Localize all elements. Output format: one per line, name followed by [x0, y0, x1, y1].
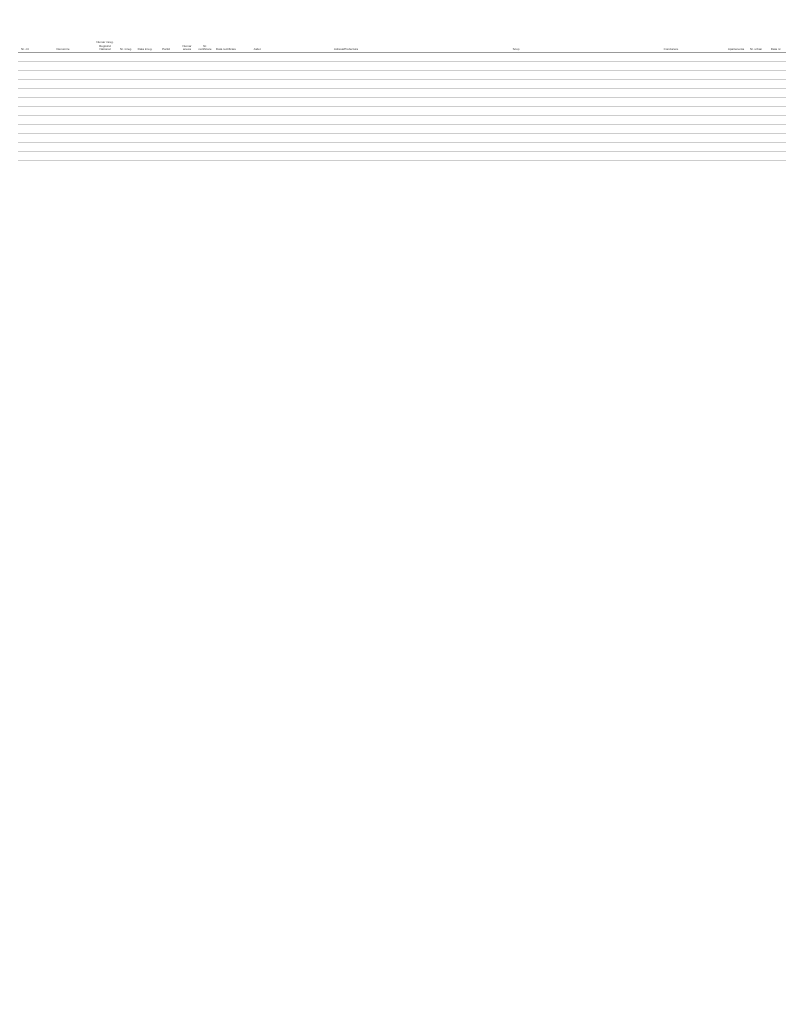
table-cell [416, 71, 616, 80]
table-cell [154, 107, 178, 116]
table-body [18, 53, 786, 161]
table-cell [238, 62, 276, 71]
table-cell [616, 125, 726, 134]
table-cell [196, 89, 214, 98]
table-cell [116, 143, 136, 152]
table-cell [18, 107, 32, 116]
column-header: Partid [154, 38, 178, 53]
table-cell [116, 107, 136, 116]
table-cell [276, 143, 416, 152]
table-cell [214, 98, 238, 107]
table-cell [136, 152, 154, 161]
table-cell [416, 98, 616, 107]
table-cell [214, 80, 238, 89]
table-cell [94, 71, 116, 80]
table-cell [726, 62, 746, 71]
column-header: Data rectificare [214, 38, 238, 53]
table-row [18, 134, 786, 143]
register-table [18, 38, 786, 161]
table-cell [116, 71, 136, 80]
table-row [18, 107, 786, 116]
column-header: Nr. urban [746, 38, 766, 53]
table-cell [746, 134, 766, 143]
table-cell [746, 116, 766, 125]
table-cell [178, 143, 196, 152]
table-cell [616, 152, 726, 161]
table-cell [616, 116, 726, 125]
table-cell [178, 53, 196, 62]
column-header: Denumire [32, 38, 94, 53]
table-cell [746, 71, 766, 80]
table-cell [416, 107, 616, 116]
table-cell [766, 134, 786, 143]
table-cell [238, 143, 276, 152]
table-cell [116, 134, 136, 143]
table-row [18, 98, 786, 107]
column-header: Scop [416, 38, 616, 53]
table-cell [94, 125, 116, 134]
table-cell [276, 71, 416, 80]
table-cell [238, 152, 276, 161]
table-cell [416, 53, 616, 62]
table-cell [32, 125, 94, 134]
table-cell [616, 62, 726, 71]
table-cell [32, 152, 94, 161]
table-cell [766, 80, 786, 89]
table-cell [178, 116, 196, 125]
table-cell [616, 71, 726, 80]
table-cell [178, 134, 196, 143]
table-cell [746, 53, 766, 62]
table-cell [154, 125, 178, 134]
table-cell [238, 134, 276, 143]
table-cell [276, 134, 416, 143]
table-cell [136, 107, 154, 116]
table-cell [178, 89, 196, 98]
table-cell [766, 116, 786, 125]
table-cell [154, 116, 178, 125]
table-cell [136, 71, 154, 80]
table-cell [616, 98, 726, 107]
table-cell [18, 125, 32, 134]
table-cell [726, 152, 746, 161]
table-row [18, 80, 786, 89]
table-cell [18, 89, 32, 98]
table-cell [726, 98, 746, 107]
column-header: Numar anexa [178, 38, 196, 53]
table-cell [726, 107, 746, 116]
table-cell [32, 116, 94, 125]
table-cell [136, 143, 154, 152]
table-cell [154, 80, 178, 89]
table-cell [18, 53, 32, 62]
table-cell [416, 152, 616, 161]
table-cell [616, 53, 726, 62]
table-row [18, 71, 786, 80]
table-cell [416, 116, 616, 125]
table-cell [416, 62, 616, 71]
table-cell [154, 71, 178, 80]
table-cell [416, 89, 616, 98]
table-cell [18, 71, 32, 80]
table-row [18, 125, 786, 134]
table-cell [616, 134, 726, 143]
table-cell [196, 152, 214, 161]
table-cell [766, 89, 786, 98]
table-row [18, 62, 786, 71]
table-cell [276, 62, 416, 71]
table-cell [116, 62, 136, 71]
table-cell [196, 53, 214, 62]
table-cell [416, 143, 616, 152]
table-cell [726, 143, 746, 152]
table-cell [238, 116, 276, 125]
table-cell [18, 116, 32, 125]
table-cell [136, 125, 154, 134]
table-cell [416, 125, 616, 134]
table-cell [154, 89, 178, 98]
table-cell [766, 62, 786, 71]
table-cell [238, 89, 276, 98]
table-row [18, 152, 786, 161]
table-cell [32, 107, 94, 116]
table-cell [214, 134, 238, 143]
table-cell [238, 71, 276, 80]
table-cell [276, 89, 416, 98]
table-cell [726, 53, 746, 62]
table-cell [116, 116, 136, 125]
table-cell [94, 152, 116, 161]
table-cell [178, 125, 196, 134]
table-cell [178, 107, 196, 116]
table-cell [766, 71, 786, 80]
table-cell [154, 134, 178, 143]
table-cell [746, 98, 766, 107]
table-cell [616, 107, 726, 116]
table-cell [214, 152, 238, 161]
table-cell [136, 80, 154, 89]
table-cell [32, 143, 94, 152]
table-cell [616, 89, 726, 98]
table-cell [154, 143, 178, 152]
table-cell [178, 152, 196, 161]
table-cell [746, 152, 766, 161]
column-header: Nr. inreg. [116, 38, 136, 53]
table-cell [32, 53, 94, 62]
column-header: Nr. crt [18, 38, 32, 53]
table-cell [32, 89, 94, 98]
table-cell [94, 98, 116, 107]
table-cell [214, 116, 238, 125]
table-cell [746, 143, 766, 152]
table-cell [214, 53, 238, 62]
table-cell [766, 143, 786, 152]
table-cell [136, 89, 154, 98]
table-cell [746, 62, 766, 71]
table-cell [238, 98, 276, 107]
table-cell [116, 53, 136, 62]
column-header: Conducere [616, 38, 726, 53]
table-cell [116, 89, 136, 98]
table-cell [136, 134, 154, 143]
table-cell [116, 152, 136, 161]
table-row [18, 143, 786, 152]
table-row [18, 53, 786, 62]
table-cell [214, 71, 238, 80]
table-cell [238, 125, 276, 134]
table-cell [726, 125, 746, 134]
table-row [18, 89, 786, 98]
table-cell [196, 125, 214, 134]
table-cell [726, 71, 746, 80]
table-cell [18, 134, 32, 143]
table-row [18, 116, 786, 125]
table-cell [214, 89, 238, 98]
column-header: Nr. rectificare [196, 38, 214, 53]
column-header: Data inreg. [136, 38, 154, 53]
table-cell [746, 125, 766, 134]
table-cell [116, 80, 136, 89]
table-cell [726, 134, 746, 143]
table-cell [214, 143, 238, 152]
table-cell [94, 53, 116, 62]
table-cell [154, 152, 178, 161]
table-cell [746, 107, 766, 116]
table-cell [136, 53, 154, 62]
table-cell [154, 53, 178, 62]
table-cell [32, 62, 94, 71]
table-cell [196, 98, 214, 107]
column-header: Judet [238, 38, 276, 53]
table-cell [766, 125, 786, 134]
table-cell [18, 62, 32, 71]
table-cell [18, 143, 32, 152]
table-cell [766, 152, 786, 161]
table-cell [32, 80, 94, 89]
table-cell [94, 62, 116, 71]
table-cell [196, 80, 214, 89]
table-cell [196, 116, 214, 125]
table-cell [276, 80, 416, 89]
table-cell [94, 116, 116, 125]
table-cell [726, 116, 746, 125]
table-cell [746, 89, 766, 98]
table-cell [276, 98, 416, 107]
table-cell [116, 125, 136, 134]
table-cell [276, 125, 416, 134]
table-cell [616, 143, 726, 152]
table-cell [416, 134, 616, 143]
table-cell [276, 116, 416, 125]
column-header: Adresa/Prefectura [276, 38, 416, 53]
table-cell [276, 107, 416, 116]
table-cell [196, 71, 214, 80]
table-cell [238, 53, 276, 62]
table-cell [238, 80, 276, 89]
table-cell [136, 116, 154, 125]
table-cell [276, 152, 416, 161]
table-cell [214, 107, 238, 116]
table-cell [416, 80, 616, 89]
table-cell [276, 53, 416, 62]
table-cell [746, 80, 766, 89]
table-cell [136, 98, 154, 107]
table-cell [94, 134, 116, 143]
table-cell [766, 98, 786, 107]
table-cell [196, 107, 214, 116]
table-cell [116, 98, 136, 107]
table-cell [238, 107, 276, 116]
table-cell [94, 143, 116, 152]
table-cell [178, 71, 196, 80]
table-cell [154, 62, 178, 71]
table-cell [94, 89, 116, 98]
table-cell [18, 152, 32, 161]
table-cell [766, 107, 786, 116]
column-header: Apartenenta [726, 38, 746, 53]
table-cell [154, 98, 178, 107]
table-cell [94, 107, 116, 116]
table-cell [214, 62, 238, 71]
table-cell [196, 62, 214, 71]
table-cell [214, 125, 238, 134]
table-cell [178, 62, 196, 71]
table-header [18, 38, 786, 53]
table-cell [32, 134, 94, 143]
table-cell [32, 98, 94, 107]
column-header: Numar inreg. Registrul National [94, 38, 116, 53]
table-cell [616, 80, 726, 89]
table-cell [178, 80, 196, 89]
table-cell [196, 134, 214, 143]
table-cell [178, 98, 196, 107]
table-cell [136, 62, 154, 71]
table-cell [766, 53, 786, 62]
table-cell [18, 98, 32, 107]
table-cell [196, 143, 214, 152]
column-header: Data nr. [766, 38, 786, 53]
table-cell [18, 80, 32, 89]
table-cell [726, 80, 746, 89]
table-cell [32, 71, 94, 80]
table-cell [94, 80, 116, 89]
table-cell [726, 89, 746, 98]
